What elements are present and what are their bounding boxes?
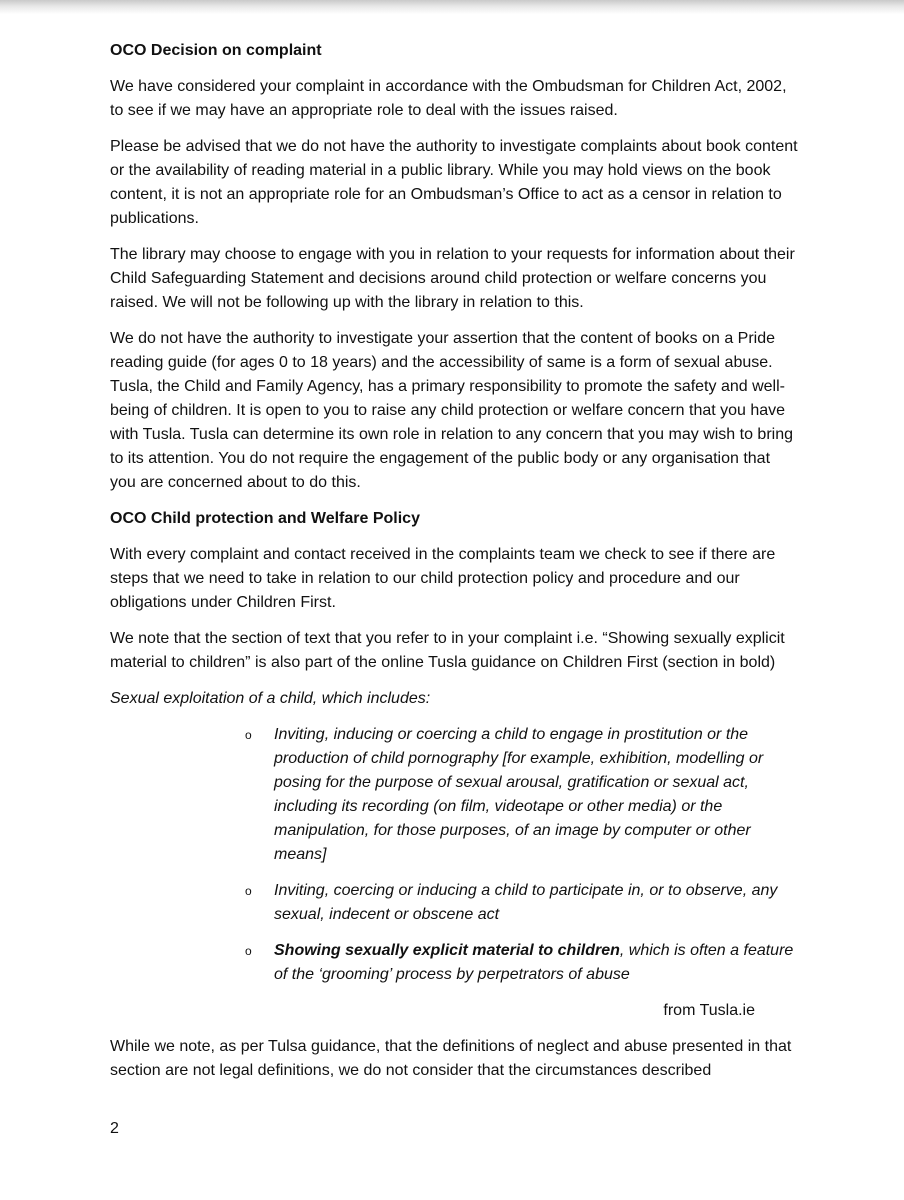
- paragraph-tusla: We do not have the authority to investigate your assertion that the content of books on a Pride reading guide (for ages 0 to 18 years) and the accessibility of same is a form of sexual abuse. Tusla, the Child and Family Agency, has a primary responsibility to promote the safety and well-being of children. It is open to you to raise any child protection or welfare concern that you have with Tusla. Tusla can determine its own role in relation to any concern that you may wish to bring to its attention. You do not require the engagement of the public body or any organisation that you are concerned about to do this.: [110, 330, 794, 491]
- quote-bullet-item: [245, 939, 800, 987]
- hollow-bullet-icon: o: [245, 944, 252, 958]
- quote-bullet-item: [245, 723, 800, 867]
- quote-bullet-bold-text: Showing sexually explicit material to children: [274, 942, 620, 959]
- section-heading-child-protection: OCO Child protection and Welfare Policy: [110, 510, 420, 527]
- quote-bullet-text: Inviting, inducing or coercing a child to engage in prostitution or the production of child pornography [for example, exhibition, modelling or posing for the purpose of sexual arousal, gratification or sexual act, including its recording (on film, videotape or other media) or the manipulation, for those purposes, of an image by computer or other means]: [274, 726, 764, 863]
- section-heading-decision: OCO Decision on complaint: [110, 42, 322, 59]
- quote-bullet-item: [245, 879, 800, 927]
- quote-intro: Sexual exploitation of a child, which includes:: [110, 690, 431, 707]
- paragraph-authority-books: Please be advised that we do not have the authority to investigate complaints about book content or the availability of reading material in a public library. While you may hold views on the book content, it is not an appropriate role for an Ombudsman’s Office to act as a censor in relation to publications.: [110, 138, 798, 227]
- quote-bullet-list: [110, 723, 800, 987]
- document-page: [110, 39, 800, 1095]
- page-number: 2: [110, 1120, 119, 1137]
- hollow-bullet-icon: o: [245, 884, 252, 898]
- quote-bullet-text: Inviting, coercing or inducing a child to participate in, or to observe, any sexual, indecent or obscene act: [274, 882, 778, 923]
- page-top-shadow: [0, 0, 904, 14]
- hollow-bullet-icon: o: [245, 728, 252, 742]
- paragraph-every-complaint: With every complaint and contact received in the complaints team we check to see if there are steps that we need to take in relation to our child protection policy and procedure and our obligations under Children First.: [110, 546, 776, 611]
- paragraph-library: The library may choose to engage with you in relation to your requests for information about their Child Safeguarding Statement and decisions around child protection or welfare concerns you raised. We will not be following up with the library in relation to this.: [110, 246, 795, 311]
- quote-source: from Tusla.ie: [663, 1002, 755, 1019]
- paragraph-considered: We have considered your complaint in accordance with the Ombudsman for Children Act, 2002, to see if we may have an appropriate role to deal with the issues raised.: [110, 78, 787, 119]
- paragraph-closing: While we note, as per Tulsa guidance, that the definitions of neglect and abuse presented in that section are not legal definitions, we do not consider that the circumstances described: [110, 1038, 792, 1079]
- quote-bullet-text: , which is often a feature of the ‘grooming’ process by perpetrators of abuse: [274, 942, 794, 983]
- paragraph-section-text: We note that the section of text that you refer to in your complaint i.e. “Showing sexually explicit material to children” is also part of the online Tusla guidance on Children First (section in bold): [110, 630, 785, 671]
